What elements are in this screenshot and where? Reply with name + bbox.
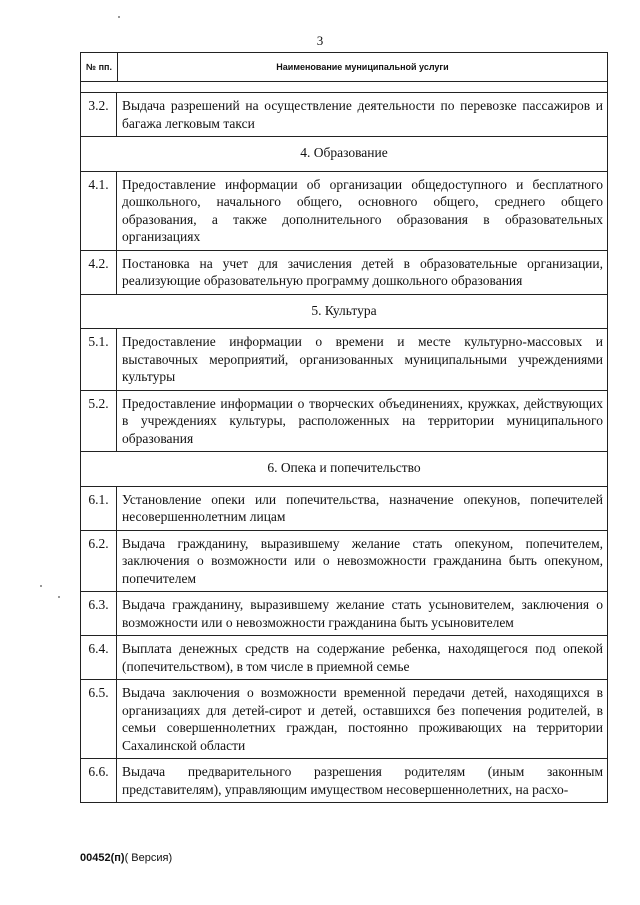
table-row xyxy=(81,680,607,759)
service-name: Выплата денежных средств на содержание ребенка, находящегося под опекой (попечительством), в том числе в приемной семье xyxy=(122,641,603,674)
table-row xyxy=(81,251,607,295)
table-row xyxy=(81,487,607,531)
row-number: 6.5. xyxy=(81,680,117,758)
row-number: 6.4. xyxy=(81,636,117,679)
document-footer xyxy=(80,852,172,864)
service-name: Предоставление информации о времени и месте культурно-массовых и выставочных мероприятий, организованных муниципальными учреждениями культуры xyxy=(122,334,603,384)
row-number: 5.1. xyxy=(81,329,117,390)
section-heading: 6. Опека и попечительство xyxy=(81,452,607,487)
service-name: Установление опеки или попечительства, назначение опекунов, попечителей несовершеннолетним лицам xyxy=(122,491,603,524)
row-number: 4.2. xyxy=(81,251,117,294)
header-gap xyxy=(81,82,607,93)
service-name: Выдача гражданину, выразившему желание стать опекуном, попечителем, заключения о возможности или о невозможности гражданина быть опекуном, попечителем xyxy=(122,535,603,586)
table-row xyxy=(81,759,607,803)
service-name: Выдача заключения о возможности временной передачи детей, находящихся в организациях для детей-сирот и детей, оставшихся без попечения родителей, в семьи совершеннолетних граждан, постоянно проживающих на территории Сахалинской области xyxy=(122,685,603,753)
scan-speck xyxy=(58,596,60,598)
service-name: Выдача разрешений на осуществление деятельности по перевозке пассажиров и багажа легковым такси xyxy=(122,98,603,131)
section-heading: 4. Образование xyxy=(81,137,607,172)
table-row xyxy=(81,172,607,251)
service-name: Выдача предварительного разрешения родителям (иным законным представителям), управляющим имуществом несовершеннолетних, на расхо- xyxy=(122,764,603,797)
table-row xyxy=(81,592,607,636)
row-number: 6.2. xyxy=(81,531,117,592)
table-row xyxy=(81,636,607,680)
document-version: ( Версия) xyxy=(124,852,173,864)
scan-speck xyxy=(118,16,120,18)
page-number: 3 xyxy=(316,33,324,48)
row-number: 6.1. xyxy=(81,487,117,530)
service-name: Предоставление информации об организации общедоступного и бесплатного дошкольного, начального общего, основного общего, среднего общего образования, а также дополнительного образования в образовательных организациях xyxy=(122,176,603,244)
service-name: Постановка на учет для зачисления детей в образовательные организации, реализующие образовательную программу дошкольного образования xyxy=(122,255,603,288)
row-number: 6.6. xyxy=(81,759,117,802)
table-row xyxy=(81,531,607,593)
table-row xyxy=(81,391,607,453)
row-number: 5.2. xyxy=(81,391,117,452)
table-header xyxy=(81,53,607,82)
row-number: 3.2. xyxy=(81,93,117,136)
services-table xyxy=(80,52,608,803)
service-name: Предоставление информации о творческих объединениях, кружках, действующих в учреждениях культуры, расположенных на территории муниципального образования xyxy=(122,395,603,446)
column-header-service-name: Наименование муниципальной услуги xyxy=(276,62,449,72)
document-code: 00452(п) xyxy=(80,852,125,864)
column-header-number: № пп. xyxy=(81,53,118,81)
row-number: 6.3. xyxy=(81,592,117,635)
section-heading: 5. Культура xyxy=(81,295,607,330)
row-number: 4.1. xyxy=(81,172,117,250)
table-body xyxy=(81,93,607,803)
scan-speck xyxy=(40,585,42,587)
table-row xyxy=(81,93,607,137)
table-row xyxy=(81,329,607,391)
service-name: Выдача гражданину, выразившему желание стать усыновителем, заключения о возможности или о невозможности гражданина быть усыновителем xyxy=(122,597,603,630)
